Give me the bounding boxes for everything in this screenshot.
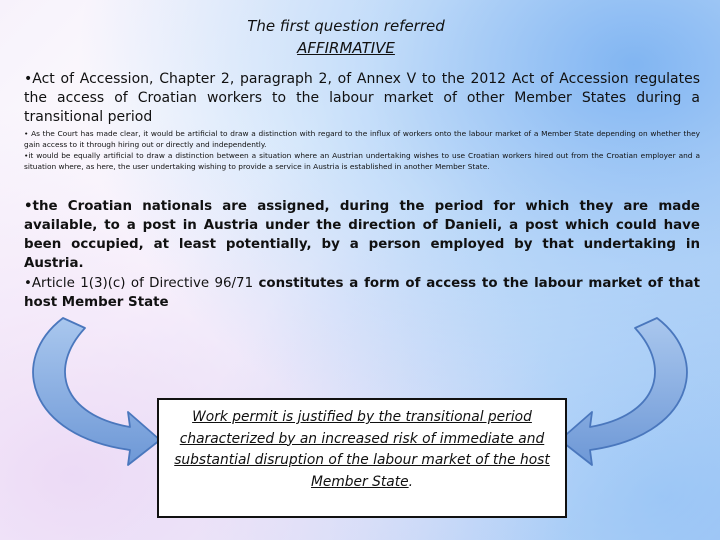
curved-arrow-left-icon [33,318,160,465]
conclusion-text: Work permit is justified by the transitional period characterized by an increased risk of immediate and substantial disruption of the labour market of the host Member State [174,409,550,490]
curved-arrow-right-icon [560,318,687,465]
conclusion-box [157,398,567,518]
court-bullet-1: • As the Court has made clear, it would be artificial to draw a distinction with regard to the influx of workers onto the labour market of a Member State depending on whether they gain access to it through hiring out or directly and independently. [24,129,700,149]
slide-subtitle: AFFIRMATIVE [297,39,395,57]
slide-title: The first question referred [247,17,445,35]
paragraph-croatian-nationals: •the Croatian nationals are assigned, during the period for which they are made available, to a post in Austria under the direction of Danieli, a post which could have been occupied, at least potentially, by a person employed by that undertaking in Austria. [24,199,700,271]
directive-conclusion: constitutes a form of access to the labour market of that host Member State [24,276,700,310]
paragraph-accession-act: •Act of Accession, Chapter 2, paragraph 2, of Annex V to the 2012 Act of Accession regulates the access of Croatian workers to the labour market of other Member States during a transitional period [24,71,700,125]
conclusion-period: . [408,473,414,490]
directive-reference: •Article 1(3)(c) of Directive 96/71 [24,276,259,291]
court-bullet-2: •it would be equally artificial to draw a distinction between a situation where an Austrian undertaking wishes to use Croatian workers hired out from the Croatian employer and a situation where, as here, the user undertaking wishing to provide a service in Austria is established in another Member State. [24,151,700,171]
